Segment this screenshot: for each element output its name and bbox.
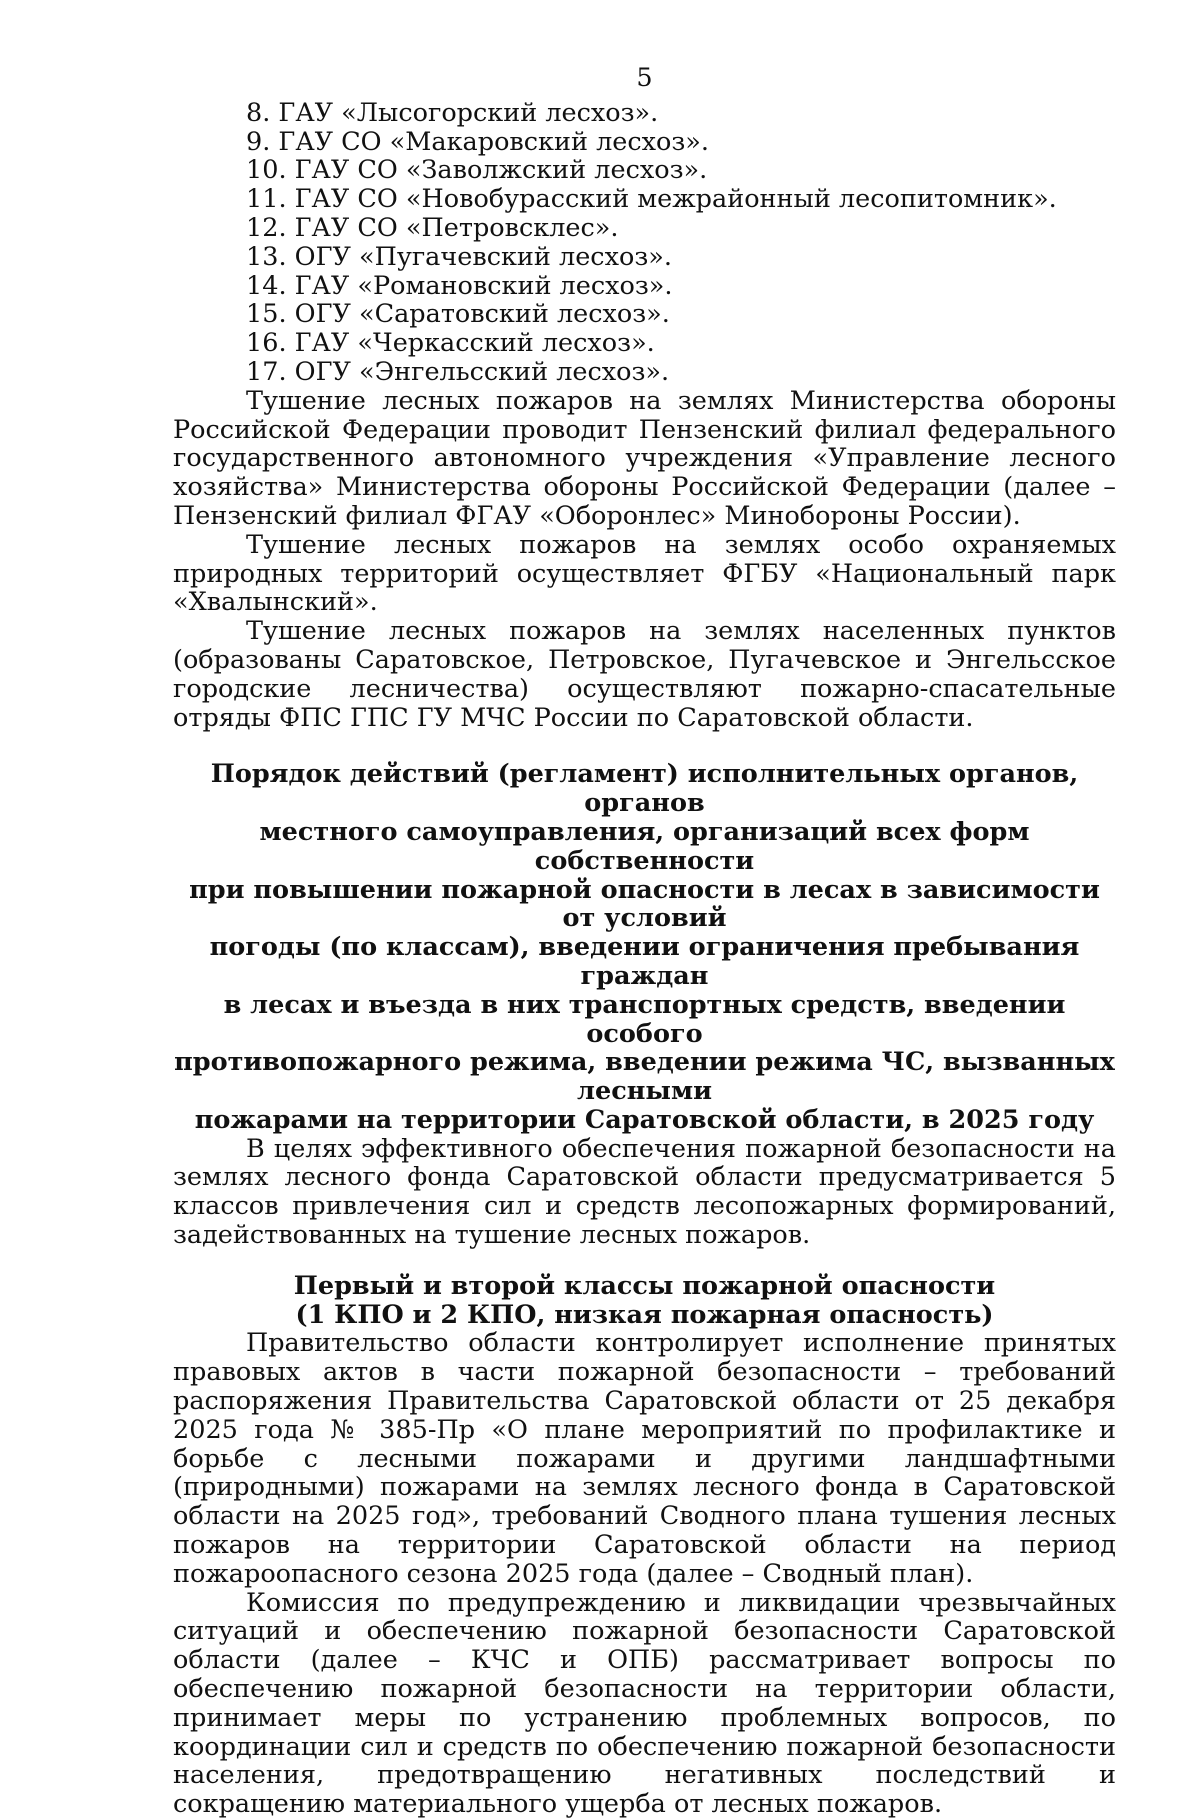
paragraph-settlement-lands: Тушение лесных пожаров на землях населенных пунктов (образованы Саратовское, Петровское, Пугачевское и Энгельсское городские лесничества) осуществляют пожарно-спасательные отряды ФПС ГПС ГУ МЧС России по Саратовской области. [173,616,1116,733]
paragraph-fire-classes: В целях эффективного обеспечения пожарной безопасности на землях лесного фонда Саратовской области предусматривается 5 классов привлечения сил и средств лесопожарных формирований, задействованных на тушение лесных пожаров. [173,1133,1116,1251]
list-item: 13. ОГУ «Пугачевский лесхоз». [246,241,672,272]
paragraph-commission: Комиссия по предупреждению и ликвидации чрезвычайных ситуаций и обеспечению пожарной безопасности Саратовской области (далее – КЧС и ОПБ) рассматривает вопросы по обеспечению пожарной безопасности на территории области, принимает меры по устранению проблемных вопросов, по координации сил и средств по обеспечению пожарной безопасности населения, предотвращению негативных последствий и сокращению материального ущерба от лесных пожаров. [173,1587,1116,1819]
heading-line: Первый и второй классы пожарной опасности [293,1270,996,1301]
heading-line: (1 КПО и 2 КПО, низкая пожарная опасность) [295,1299,994,1330]
heading-line: пожарами на территории Саратовской области, в 2025 году [194,1104,1095,1135]
list-item: 17. ОГУ «Энгельсский лесхоз». [246,356,670,387]
list-item: 11. ГАУ СО «Новобурасский межрайонный лесопитомник». [246,184,1057,215]
paragraph-government-control: Правительство области контролирует исполнение принятых правовых актов в части пожарной безопасности – требований распоряжения Правительства Саратовской области от 25 декабря 2025 года № 385-Пр «О плане мероприятий по профилактике и борьбе с лесными пожарами и другими ландшафтными (природными) пожарами на землях лесного фонда в Саратовской области на 2025 год», требований Сводного плана тушения лесных пожаров на территории Саратовской области на период пожароопасного сезона 2025 года (далее – Сводный план). [173,1328,1116,1589]
list-item: 10. ГАУ СО «Заволжский лесхоз». [246,155,708,186]
heading-line: противопожарного режима, введении режима ЧС, вызванных лесными [174,1047,1115,1107]
section-heading-low-danger [173,1272,1116,1330]
list-item: 9. ГАУ СО «Макаровский лесхоз». [246,126,710,157]
list-item: 16. ГАУ «Черкасский лесхоз». [246,328,655,359]
heading-line: в лесах и въезда в них транспортных средств, введении особого [223,989,1066,1049]
forestry-list [173,99,1116,387]
section-heading-procedure [173,760,1116,1134]
page-number: 5 [636,63,653,93]
list-item: 8. ГАУ «Лысогорский лесхоз». [246,97,659,128]
heading-line: погоды (по классам), введении ограничения пребывания граждан [209,932,1080,991]
heading-line: местного самоуправления, организаций всех форм собственности [259,816,1030,876]
list-item: 14. ГАУ «Романовский лесхоз». [246,270,673,301]
paragraph-defense-lands: Тушение лесных пожаров на землях Министерства обороны Российской Федерации проводит Пензенский филиал федерального государственного автономного учреждения «Управление лесного хозяйства» Министерства обороны Российской Федерации (далее – Пензенский филиал ФГАУ «Оборонлес» Минобороны России). [173,385,1116,531]
document-page [173,64,1116,1819]
heading-line: Порядок действий (регламент) исполнительных органов, органов [210,759,1079,819]
paragraph-protected-areas: Тушение лесных пожаров на землях особо охраняемых природных территорий осуществляет ФГБУ «Национальный парк «Хвалынский». [173,529,1116,618]
list-item: 12. ГАУ СО «Петровсклес». [246,212,619,243]
heading-line: при повышении пожарной опасности в лесах в зависимости от условий [189,874,1100,934]
list-item: 15. ОГУ «Саратовский лесхоз». [246,299,670,330]
